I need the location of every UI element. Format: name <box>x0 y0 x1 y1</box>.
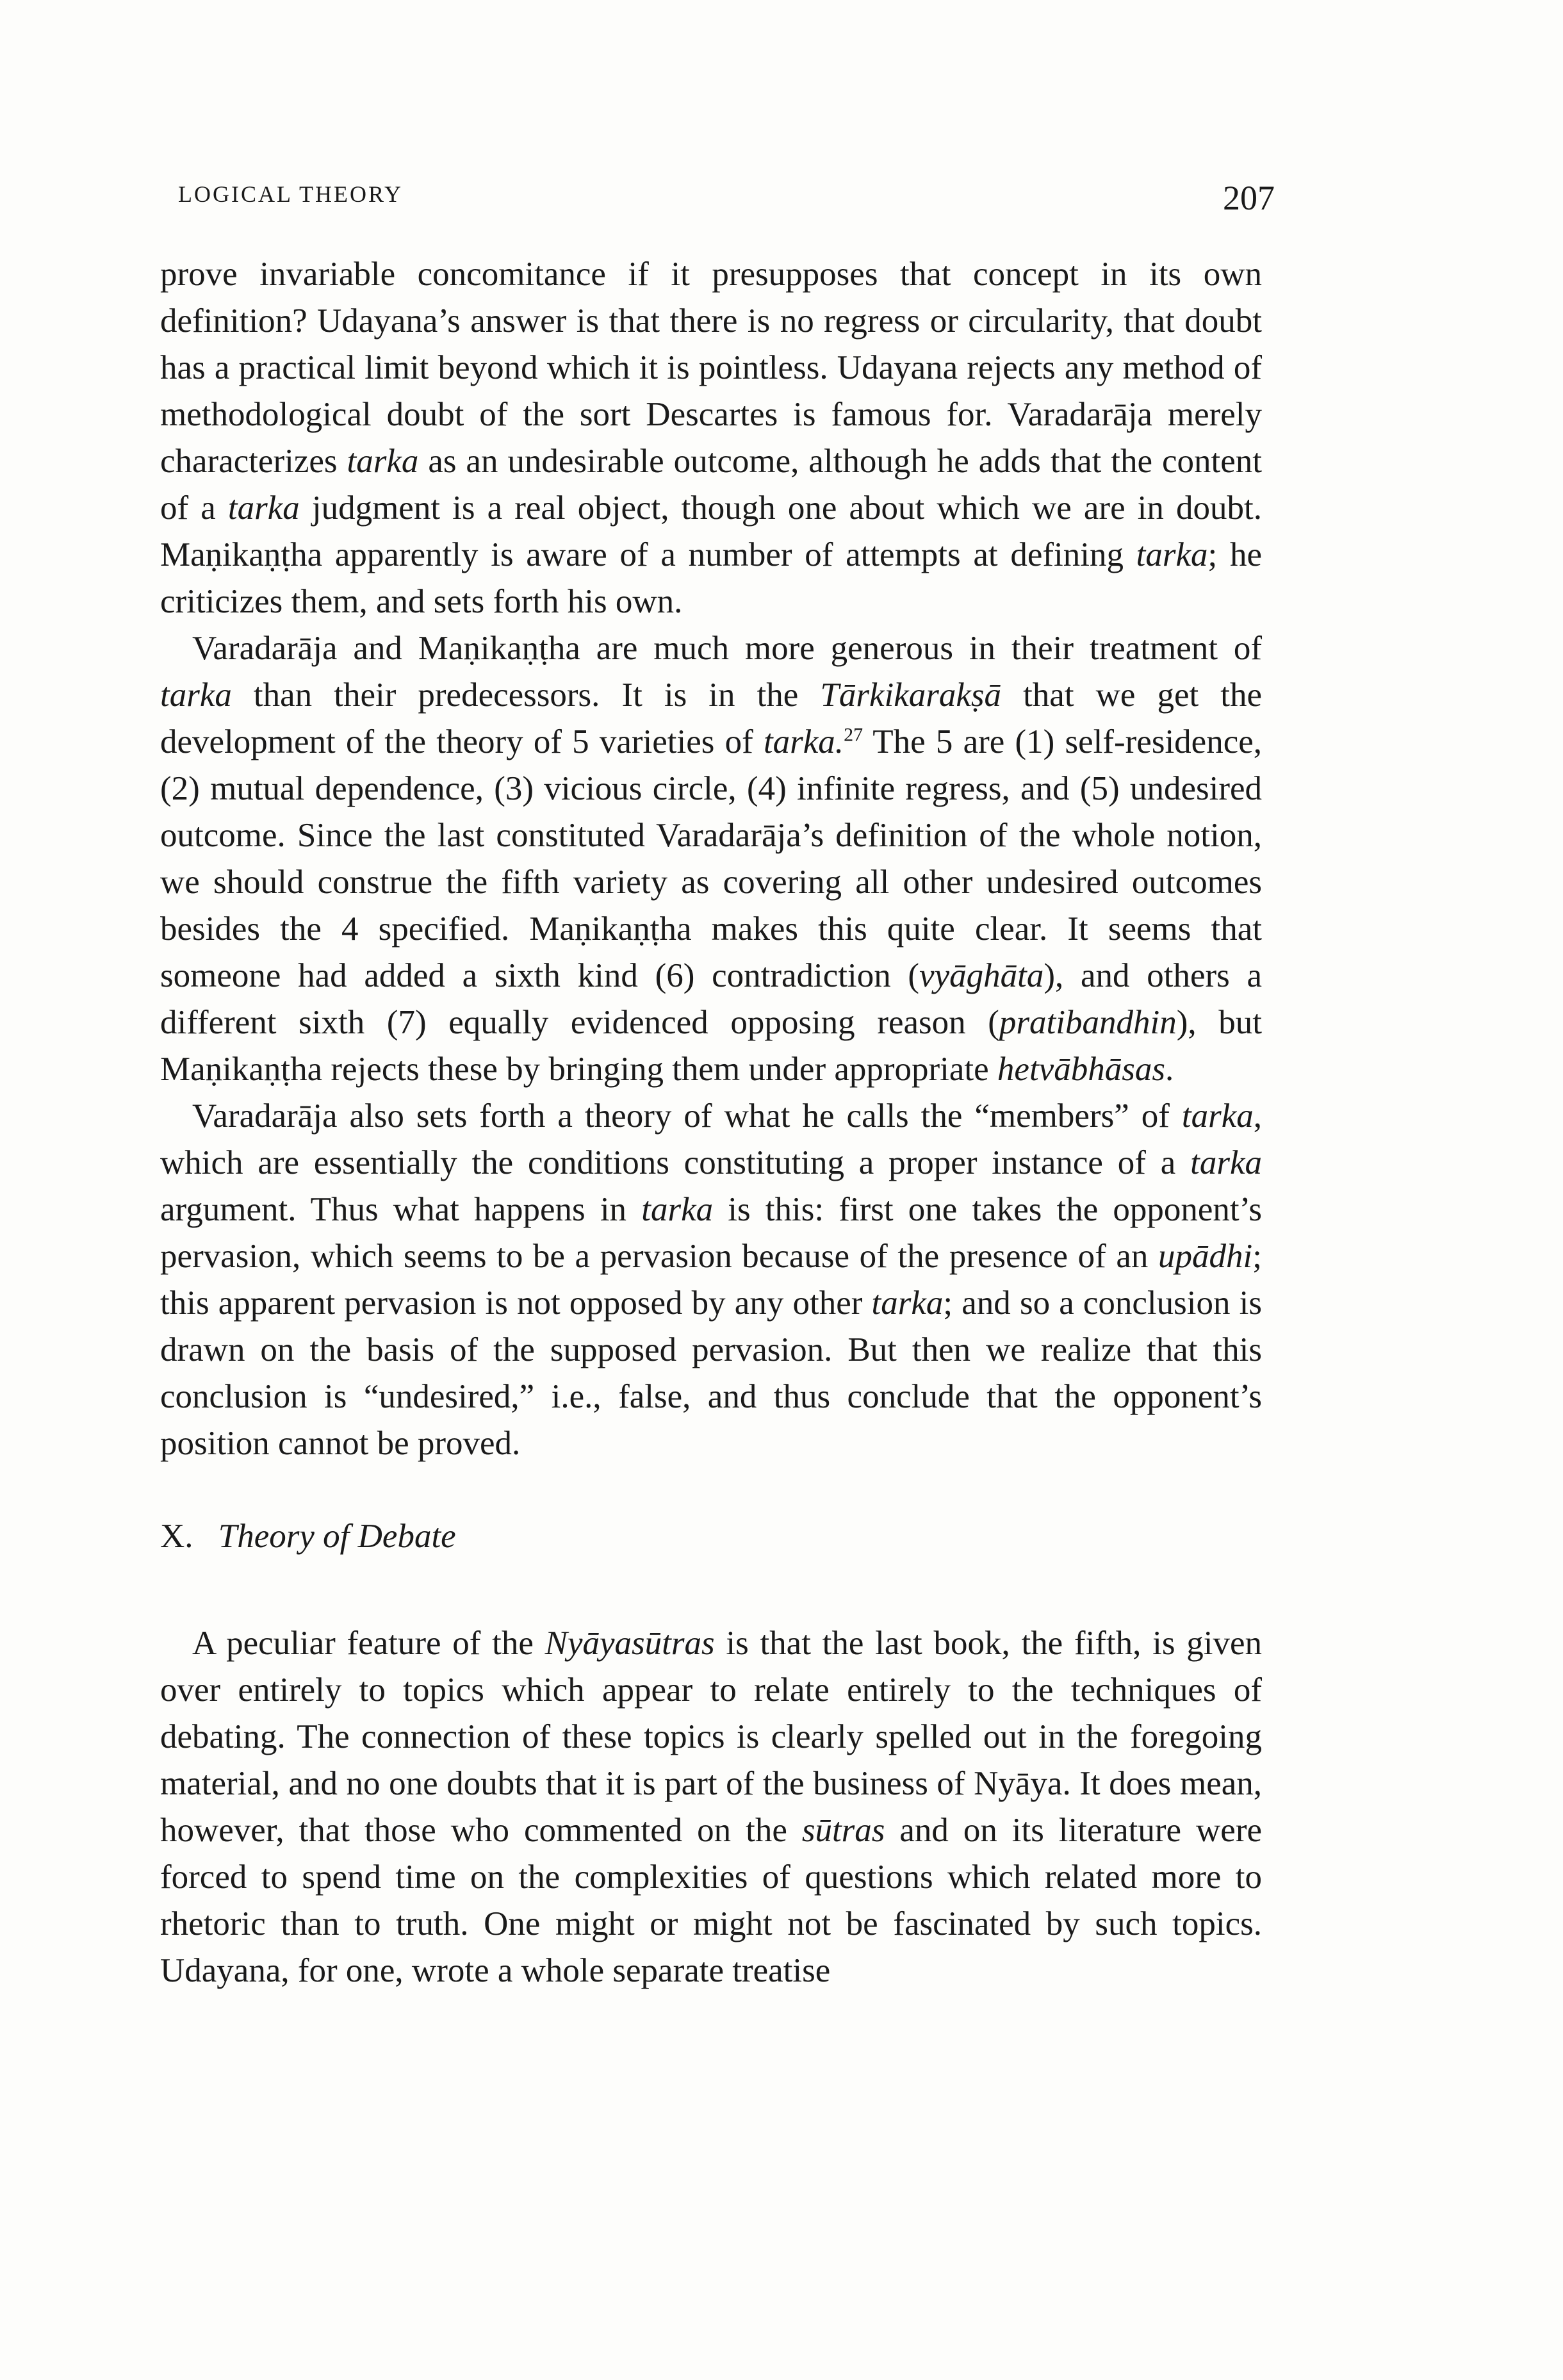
italic-term: sūtras <box>801 1812 885 1849</box>
italic-term: tarka <box>641 1191 714 1228</box>
page-header <box>178 178 1275 229</box>
italic-term: tarka <box>227 489 300 527</box>
running-head: LOGICAL THEORY <box>178 181 403 207</box>
page-body <box>160 251 1262 1994</box>
italic-term: vyāghāta <box>919 957 1044 994</box>
paragraph-tarka-definitions: prove invariable concomitance if it presupposes that concept in its own definition? Udayana’s answer is that there is no regress or circularity, that doubt has a practical limit beyond which it is pointless. Udayana rejects any method of methodological doubt of the sort Descartes is famous for. Varadarāja merely characterizes tarka as an undesirable outcome, although he adds that the content of a tarka judgment is a real object, though one about which we are in doubt. Maṇikaṇṭha apparently is aware of a number of attempts at defining tarka; he criticizes them, and sets forth his own. <box>160 256 1262 620</box>
italic-term: hetvābhāsas <box>997 1051 1165 1088</box>
section-title: Theory of Debate <box>218 1518 456 1555</box>
italic-term: pratibandhin <box>999 1004 1177 1041</box>
italic-term: tarka <box>871 1284 944 1322</box>
italic-term: Nyāyasūtras <box>544 1625 715 1662</box>
italic-term: upādhi <box>1158 1238 1253 1275</box>
italic-term: tarka. <box>763 723 844 760</box>
paragraph-tarka-varieties: Varadarāja and Maṇikaṇṭha are much more generous in their treatment of tarka than their predecessors. It is in the Tārkikarakṣā that we get the development of the theory of 5 varieties of tarka.$^{27}$ The 5 are (1) self-residence, (2) mutual dependence, (3) vicious circle, (4) infinite regress, and (5) undesired outcome. Since the last constituted Varadarāja’s definition of the whole notion, we should construe the fifth variety as covering all other undesired outcomes besides the 4 specified. Maṇikaṇṭha makes this quite clear. It seems that someone had added a sixth kind (6) contradiction (vyāghāta), and others a different sixth (7) equally evidenced opposing reason (pratibandhin), but Maṇikaṇṭha rejects these by bringing them under appropriate hetvābhāsas. <box>160 630 1263 1088</box>
footnote-marker: 27 <box>844 724 863 746</box>
italic-term: tarka <box>1181 1097 1254 1135</box>
italic-term: Tārkikarakṣā <box>820 677 1002 714</box>
section-heading <box>160 1513 1262 1560</box>
paragraph-tarka-members: Varadarāja also sets forth a theory of what he calls the “members” of tarka, which are essentially the conditions constituting a proper instance of a tarka argument. Thus what happens in tarka is this: first one takes the opponent’s pervasion, which seems to be a pervasion because of the presence of an upādhi; this apparent pervasion is not opposed by any other tarka; and so a conclusion is drawn on the basis of the supposed pervasion. But then we realize that this conclusion is “undesired,” i.e., false, and thus conclude that the opponent’s position cannot be proved. <box>160 1097 1263 1462</box>
italic-term: tarka <box>160 677 232 714</box>
italic-term: tarka <box>1136 536 1208 573</box>
section-number: X. <box>160 1518 193 1555</box>
italic-term: tarka <box>1190 1144 1262 1181</box>
page-number: 207 <box>1223 179 1275 217</box>
italic-term: tarka <box>347 443 419 480</box>
paragraph-theory-of-debate: A peculiar feature of the Nyāyasūtras is that the last book, the fifth, is given over entirely to topics which appear to relate entirely to the techniques of debating. The connection of these topics is clearly spelled out in the foregoing material, and no one doubts that it is part of the business of Nyāya. It does mean, however, that those who commented on the sūtras and on its literature were forced to spend time on the complexities of questions which related more to rhetoric than to truth. One might or might not be fascinated by such topics. Udayana, for one, wrote a whole separate treatise <box>160 1625 1262 1989</box>
